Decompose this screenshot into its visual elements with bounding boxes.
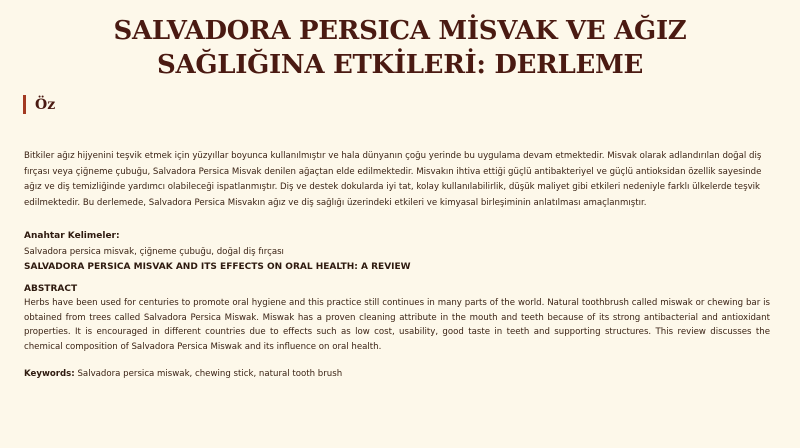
keywords-tr: Salvadora persica misvak, çiğneme çubuğu, doğal diş fırçası [24, 247, 284, 257]
english-title: SALVADORA PERSICA MISVAK AND ITS EFFECTS ON ORAL HEALTH: A REVIEW [24, 262, 411, 272]
keywords-en-label: Keywords: [24, 369, 75, 379]
section-heading-oz [23, 95, 55, 114]
keywords-en [24, 369, 342, 379]
abstract-english: Herbs have been used for centuries to promote oral hygiene and this practice still continues in many parts of the world. Natural toothbrush called miswak or chewing bar is obtained from trees called Salvadora Persica Miswak. Miswak has a proven cleaning attribute in the mouth and teeth because of its strong antibacterial and antioxidant properties. It is encouraged in different countries due to effects such as low cost, usability, good taste in teeth and supporting structures. This review discusses the chemical composition of Salvadora Persica Miswak and its influence on oral health. [24, 298, 770, 352]
accent-bar [23, 95, 26, 114]
paper-title: SALVADORA PERSICA MİSVAK VE AĞIZ SAĞLIĞINA ETKİLERİ: DERLEME [113, 16, 687, 80]
keywords-en-values: Salvadora persica miswak, chewing stick, natural tooth brush [77, 369, 343, 379]
keywords-tr-label: Anahtar Kelimeler: [24, 231, 120, 241]
section-heading-oz-label: Öz [35, 96, 56, 113]
abstract-turkish: Bitkiler ağız hijyenini teşvik etmek için yüzyıllar boyunca kullanılmıştır ve hala dünyanın çoğu yerinde bu uygulama devam etmektedir. Misvak olarak adlandırılan doğal diş fırçası veya çiğneme çubuğu, Salvadora Persica Misvak denilen ağaçtan elde edilmektedir. Misvakın ihtiva ettiği güçlü antibakteriyel ve güçlü antioksidan özellik sayesinde ağız ve diş temizliğinde yardımcı olabileceği ispatlanmıştır. Diş ve destek dokularda iyi tat, kolay kullanılabilirlik, düşük maliyet gibi etkileri nedeniyle farklı ülkelerde teşvik edilmektedir. Bu derlemede, Salvadora Persica Misvakın ağız ve diş sağlığı üzerindeki etkileri ve kimyasal birleşiminin anlatılması amaçlanmıştır. [24, 151, 762, 208]
abstract-en-label: ABSTRACT [24, 284, 78, 294]
